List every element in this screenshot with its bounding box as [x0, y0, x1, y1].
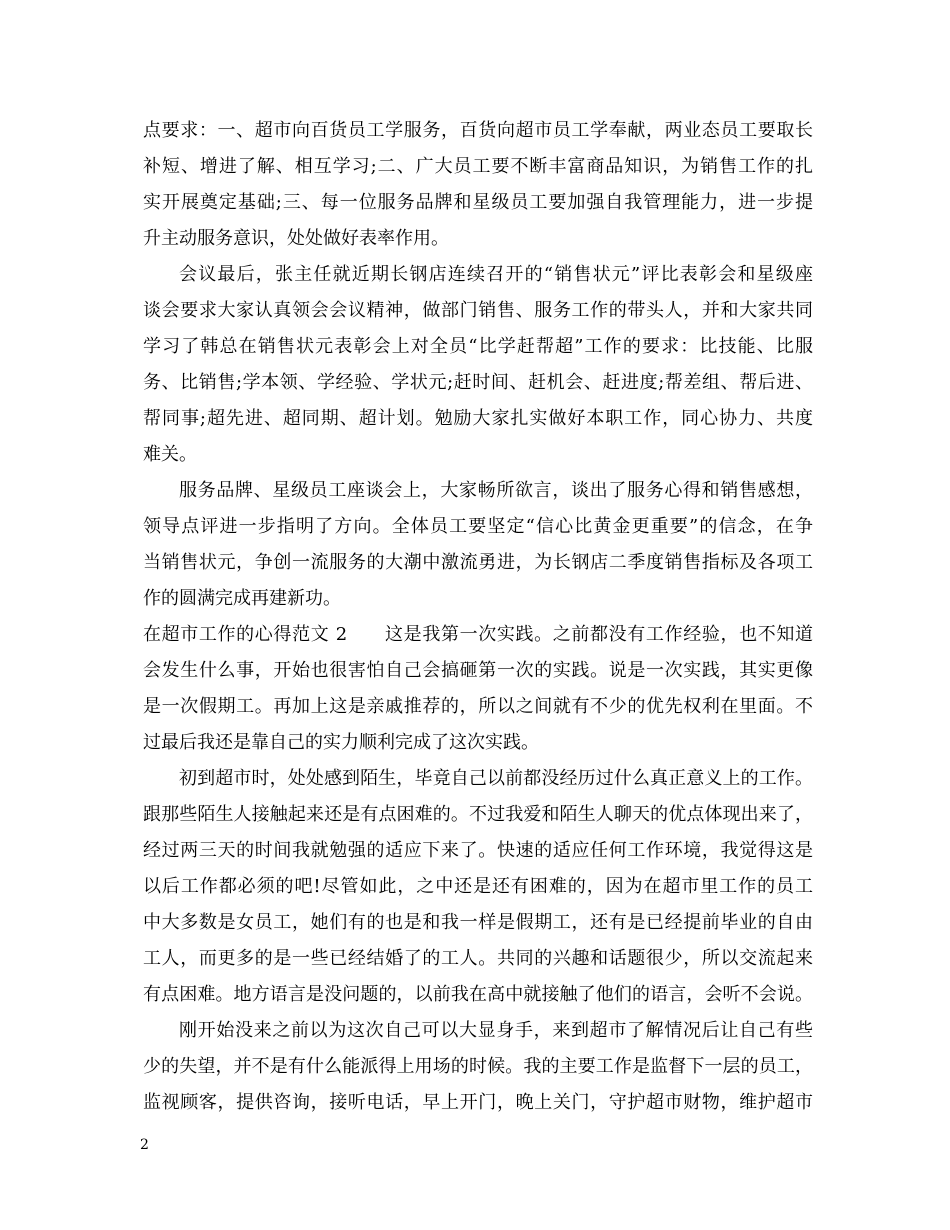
text-line: 领导点评进一步指明了方向。全体员工要坚定“信心比黄金更重要”的信念，在争 [143, 516, 813, 537]
text-line: 少的失望，并不是有什么能派得上用场的时候。我的主要工作是监督下一层的员工， [143, 1056, 813, 1077]
text-line: 学习了韩总在销售状元表彰会上对全员“比学赶帮超”工作的要求：比技能、比服 [143, 336, 813, 357]
text-line: 当销售状元，争创一流服务的大潮中激流勇进，为长钢店二季度销售指标及各项工 [143, 552, 813, 573]
text-line: 作的圆满完成再建新功。 [143, 588, 341, 609]
text-line: 中大多数是女员工，她们有的也是和我一样是假期工，还有是已经提前毕业的自由 [143, 912, 813, 933]
text-line: 初到超市时，处处感到陌生，毕竟自己以前都没经历过什么真正意义上的工作。 [179, 768, 813, 789]
text-line: 刚开始没来之前以为这次自己可以大显身手，来到超市了解情况后让自己有些 [179, 1020, 813, 1041]
text-line: 以后工作都必须的吧!尽管如此，之中还是还有困难的，因为在超市里工作的员工 [143, 876, 813, 897]
text-line: 务、比销售;学本领、学经验、学状元;赶时间、赶机会、赶进度;帮差组、帮后进、 [143, 372, 813, 393]
text-line: 帮同事;超先进、超同期、超计划。勉励大家扎实做好本职工作，同心协力、共度 [143, 408, 813, 429]
text-line: 经过两三天的时间我就勉强的适应下来了。快速的适应任何工作环境，我觉得这是 [143, 840, 813, 861]
text-line: 补短、增进了解、相互学习;二、广大员工要不断丰富商品知识，为销售工作的扎 [143, 156, 813, 177]
text-line: 难关。 [143, 444, 197, 465]
text-line: 升主动服务意识，处处做好表率作用。 [143, 228, 449, 249]
page-number: 2 [140, 1137, 149, 1153]
text-line: 是一次假期工。再加上这是亲戚推荐的，所以之间就有不少的优先权利在里面。不 [143, 696, 813, 717]
text-line: 谈会要求大家认真领会会议精神，做部门销售、服务工作的带头人，并和大家共同 [143, 300, 813, 321]
text-line: 实开展奠定基础;三、每一位服务品牌和星级员工要加强自我管理能力，进一步提 [143, 192, 813, 213]
text-line: 有点困难。地方语言是没问题的，以前我在高中就接触了他们的语言，会听不会说。 [143, 984, 813, 1005]
section-heading-line: 在超市工作的心得范文 2 这是我第一次实践。之前都没有工作经验，也不知道 [143, 624, 813, 645]
text-line: 服务品牌、星级员工座谈会上，大家畅所欲言，谈出了服务心得和销售感想， [179, 480, 813, 501]
text-line: 工人，而更多的是一些已经结婚了的工人。共同的兴趣和话题很少，所以交流起来 [143, 948, 813, 969]
text-line: 跟那些陌生人接触起来还是有点困难的。不过我爱和陌生人聊天的优点体现出来了， [143, 804, 813, 825]
text-line: 点要求：一、超市向百货员工学服务，百货向超市员工学奉献，两业态员工要取长 [143, 120, 813, 141]
text-line: 监视顾客，提供咨询，接听电话，早上开门，晚上关门，守护超市财物，维护超市 [143, 1092, 813, 1113]
text-line: 会发生什么事，开始也很害怕自己会搞砸第一次的实践。说是一次实践，其实更像 [143, 660, 813, 681]
text-line: 会议最后，张主任就近期长钢店连续召开的“销售状元”评比表彰会和星级座 [179, 264, 813, 285]
text-line: 过最后我还是靠自己的实力顺利完成了这次实践。 [143, 732, 539, 753]
